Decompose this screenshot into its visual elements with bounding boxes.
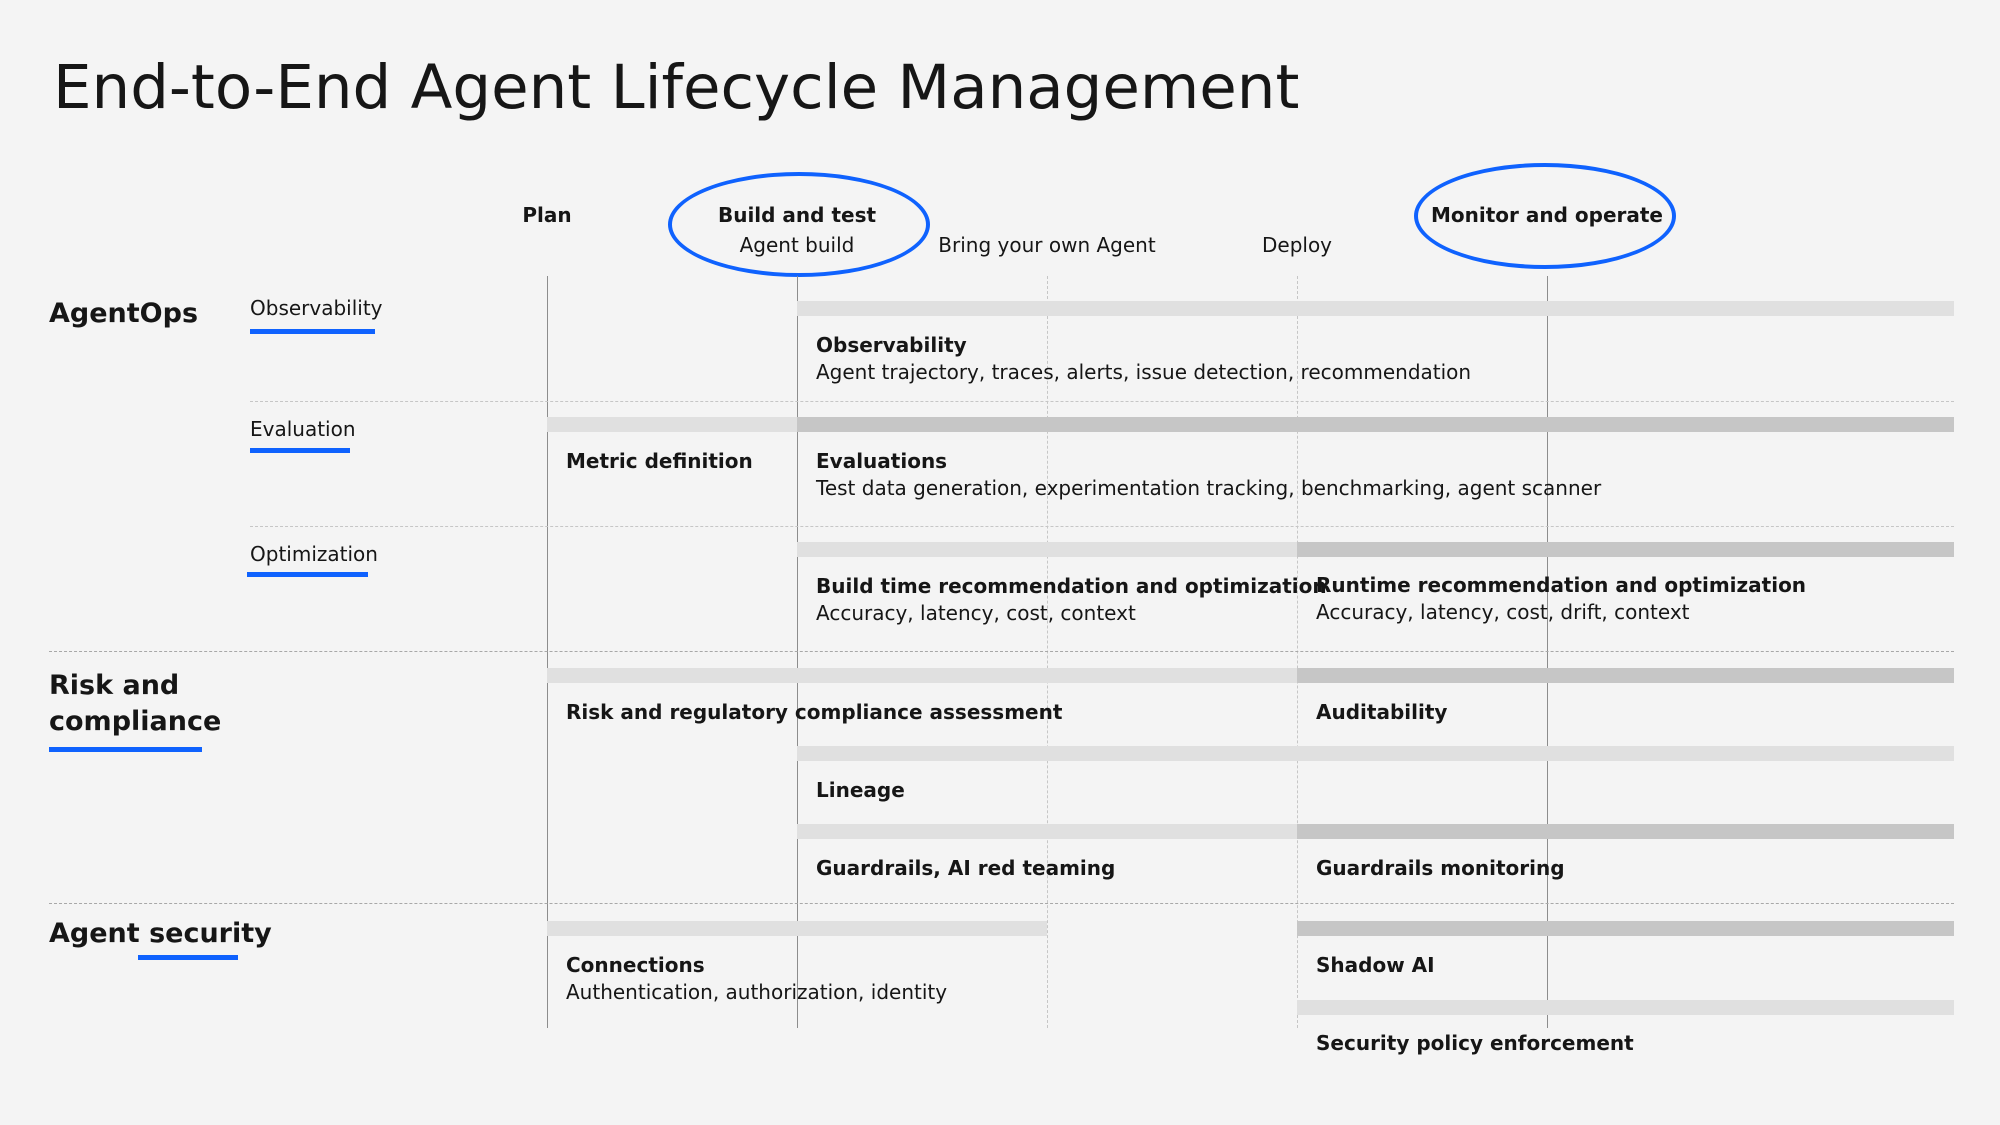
lineage-label: Lineage xyxy=(816,778,905,802)
evaluations-label: Evaluations xyxy=(816,449,948,473)
guardrails-red-teaming-bar xyxy=(797,824,1297,839)
subcategory-observability: Observability xyxy=(250,296,383,320)
observability-description: Agent trajectory, traces, alerts, issue detection, recommendation xyxy=(816,360,1472,384)
divider-observability-evaluation xyxy=(250,401,1954,402)
connections-label: Connections xyxy=(566,953,705,977)
monitor-column-line xyxy=(1547,276,1548,1028)
build-time-optimization-description: Accuracy, latency, cost, context xyxy=(816,601,1136,625)
connections-description: Authentication, authorization, identity xyxy=(566,980,948,1004)
plan-column-line xyxy=(547,276,548,1028)
agent-security-underline xyxy=(138,955,238,960)
risk-assessment-bar xyxy=(547,668,1297,683)
runtime-optimization-label: Runtime recommendation and optimization xyxy=(1316,573,1807,597)
observability-bar xyxy=(797,301,1954,316)
phase-deploy: Deploy xyxy=(1261,233,1333,257)
evaluation-underline xyxy=(250,448,350,453)
metric-definition-label: Metric definition xyxy=(566,449,753,473)
build-time-optimization-label: Build time recommendation and optimization xyxy=(816,574,1327,598)
subcategory-optimization: Optimization xyxy=(250,542,378,566)
risk-assessment-label: Risk and regulatory compliance assessment xyxy=(566,700,1063,724)
phase-build-and-test: Build and test xyxy=(717,203,877,227)
security-policy-bar xyxy=(1297,1000,1954,1015)
subcategory-evaluation: Evaluation xyxy=(250,417,356,441)
build-time-optimization-bar xyxy=(797,542,1297,557)
runtime-optimization-bar xyxy=(1297,542,1954,557)
lineage-bar xyxy=(797,746,1954,761)
security-policy-label: Security policy enforcement xyxy=(1316,1031,1634,1055)
divider-risk-security xyxy=(49,903,1954,904)
category-risk-and-compliance-line1: Risk and xyxy=(49,670,180,701)
observability-label: Observability xyxy=(816,333,967,357)
phase-plan: Plan xyxy=(522,203,572,227)
category-risk-and-compliance-line2: compliance xyxy=(49,706,222,737)
guardrails-monitoring-label: Guardrails monitoring xyxy=(1316,856,1565,880)
divider-agentops-risk xyxy=(49,651,1954,652)
phase-monitor-and-operate: Monitor and operate xyxy=(1431,203,1663,227)
observability-underline xyxy=(250,329,375,334)
category-agentops: AgentOps xyxy=(49,298,199,329)
byo-agent-column-line xyxy=(1047,276,1048,1028)
runtime-optimization-description: Accuracy, latency, cost, drift, context xyxy=(1316,600,1690,624)
shadow-ai-bar xyxy=(1297,921,1954,936)
optimization-underline xyxy=(247,572,368,577)
guardrails-red-teaming-label: Guardrails, AI red teaming xyxy=(816,856,1116,880)
auditability-bar xyxy=(1297,668,1954,683)
auditability-label: Auditability xyxy=(1316,700,1448,724)
connections-bar xyxy=(547,921,1047,936)
build-column-line xyxy=(797,276,798,1028)
page-title: End-to-End Agent Lifecycle Management xyxy=(53,52,1300,123)
deploy-column-line xyxy=(1297,276,1298,1028)
guardrails-monitoring-bar xyxy=(1297,824,1954,839)
evaluations-description: Test data generation, experimentation tracking, benchmarking, agent scanner xyxy=(816,476,1602,500)
shadow-ai-label: Shadow AI xyxy=(1316,953,1435,977)
divider-evaluation-optimization xyxy=(250,526,1954,527)
risk-and-compliance-underline xyxy=(49,747,202,752)
phase-agent-build: Agent build xyxy=(739,233,855,257)
category-agent-security: Agent security xyxy=(49,918,272,949)
evaluations-bar xyxy=(797,417,1954,432)
metric-definition-bar xyxy=(547,417,797,432)
phase-bring-your-own-agent: Bring your own Agent xyxy=(938,233,1156,257)
